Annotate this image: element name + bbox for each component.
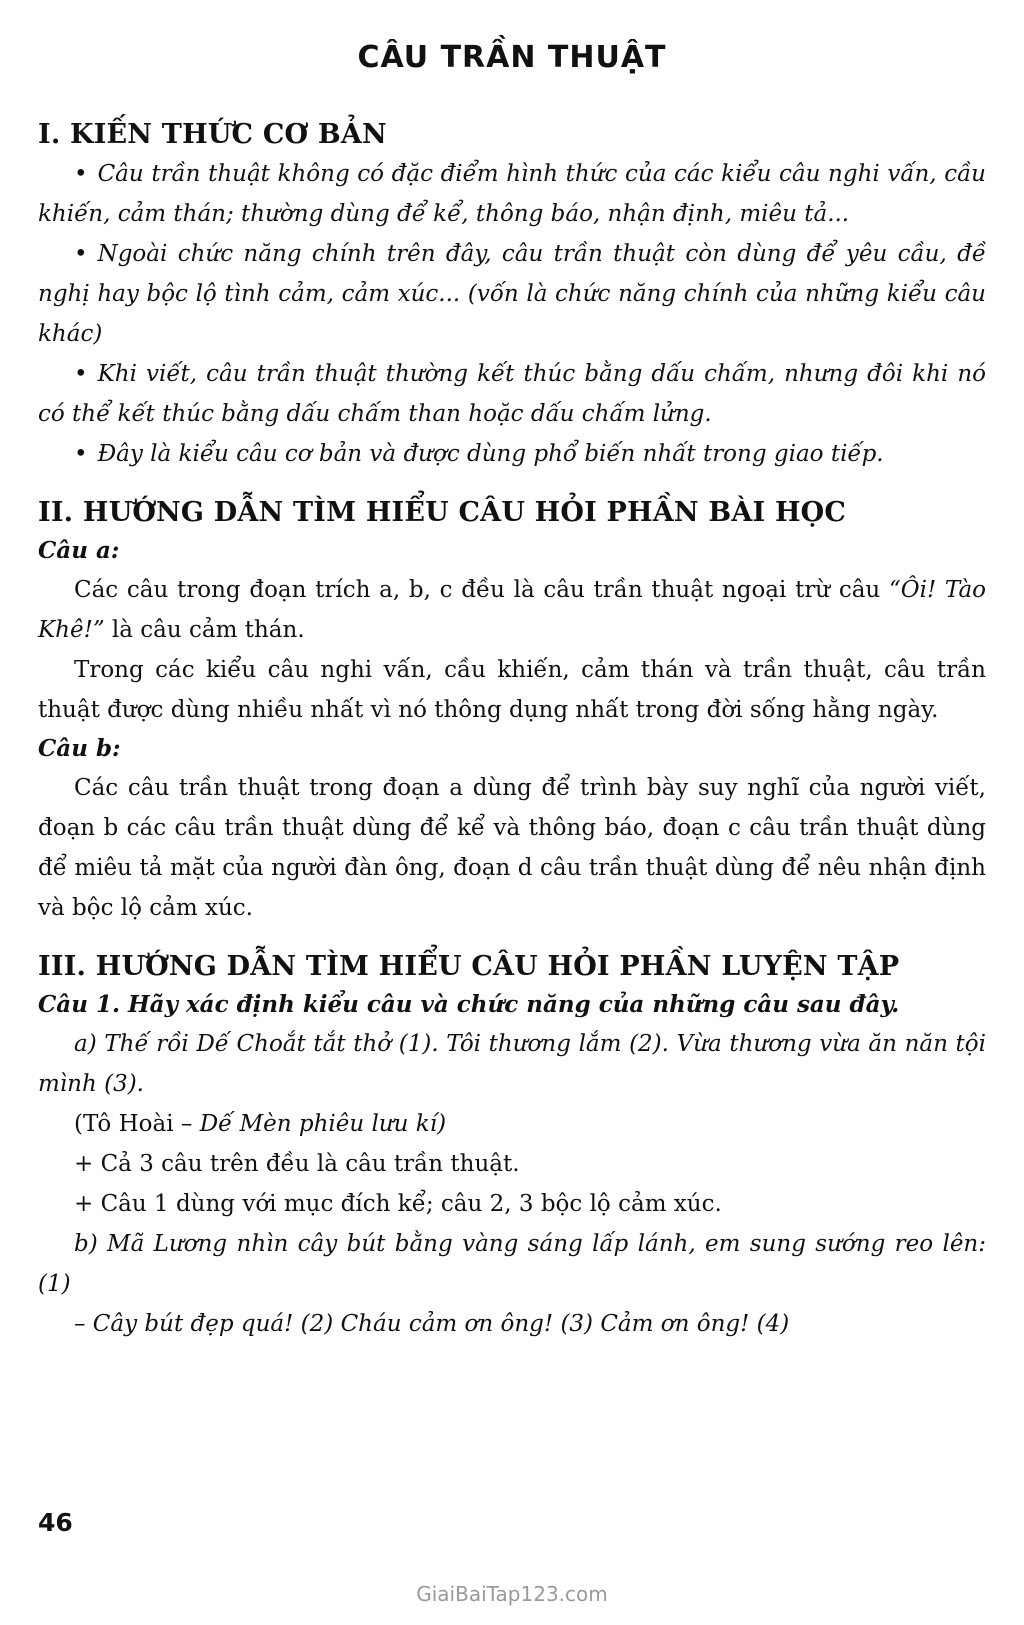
answer-line: + Câu 1 dùng với mục đích kể; câu 2, 3 bộc lộ cảm xúc. [74, 1191, 722, 1217]
bullet-item: • Ngoài chức năng chính trên đây, câu trần thuật còn dùng để yêu cầu, đề nghị hay bộc lộ tình cảm, cảm xúc... (vốn là chức năng chính của những kiểu câu khác) [38, 234, 986, 354]
quoted-exclamation: “Ôi! Tào Khê!” [38, 577, 987, 643]
page-content [38, 116, 986, 1344]
excerpt-a-source [38, 1104, 986, 1144]
source-title: Dế Mèn phiêu lưu kí) [199, 1111, 447, 1137]
section-2-heading: II. HƯỚNG DẪN TÌM HIỂU CÂU HỎI PHẦN BÀI HỌC [38, 497, 847, 528]
section-1-heading: I. KIẾN THỨC CƠ BẢN [38, 119, 387, 150]
question-b-label: Câu b: [38, 735, 121, 762]
question-a-label: Câu a: [38, 537, 120, 564]
excerpt-b: b) Mã Lương nhìn cây bút bằng vàng sáng lấp lánh, em sung sướng reo lên: (1) [38, 1231, 986, 1297]
watermark: GiaiBaiTap123.com [416, 1582, 608, 1606]
question-b-paragraph: Các câu trần thuật trong đoạn a dùng để trình bày suy nghĩ của người viết, đoạn b các câu trần thuật dùng để kể và thông báo, đoạn c câu trần thuật dùng để miêu tả mặt của người đàn ông, đoạn d câu trần thuật dùng để nêu nhận định và bộc lộ cảm xúc. [38, 775, 986, 921]
excerpt-b-dialogue: – Cây bút đẹp quá! (2) Cháu cảm ơn ông! (3) Cảm ơn ông! (4) [74, 1311, 790, 1337]
answer-line: + Cả 3 câu trên đều là câu trần thuật. [74, 1151, 520, 1177]
question-a-paragraph-1 [38, 570, 986, 650]
excerpt-a: a) Thế rồi Dế Choắt tắt thở (1). Tôi thương lắm (2). Vừa thương vừa ăn năn tội mình (3). [38, 1031, 986, 1097]
text-run: là câu cảm thán. [104, 617, 305, 643]
bullet-item: • Câu trần thuật không có đặc điểm hình thức của các kiểu câu nghi vấn, cầu khiến, cảm thán; thường dùng để kể, thông báo, nhận định, miêu tả... [38, 154, 986, 234]
bullet-item: • Đây là kiểu câu cơ bản và được dùng phổ biến nhất trong giao tiếp. [38, 434, 986, 474]
source-author: (Tô Hoài – [74, 1111, 200, 1137]
section-3-heading: III. HƯỚNG DẪN TÌM HIỂU CÂU HỎI PHẦN LUYỆN TẬP [38, 951, 900, 982]
bullet-item: • Khi viết, câu trần thuật thường kết thúc bằng dấu chấm, nhưng đôi khi nó có thể kết thúc bằng dấu chấm than hoặc dấu chấm lửng. [38, 354, 986, 434]
text-run: Các câu trong đoạn trích a, b, c đều là câu trần thuật ngoại trừ câu [74, 577, 889, 603]
question-a-paragraph-2: Trong các kiểu câu nghi vấn, cầu khiến, cảm thán và trần thuật, câu trần thuật được dùng nhiều nhất vì nó thông dụng nhất trong đời sống hằng ngày. [38, 657, 986, 723]
question-1-label: Câu 1. Hãy xác định kiểu câu và chức năng của những câu sau đây. [38, 991, 900, 1018]
page-title: CÂU TRẦN THUẬT [357, 40, 667, 75]
page-number: 46 [38, 1508, 73, 1537]
